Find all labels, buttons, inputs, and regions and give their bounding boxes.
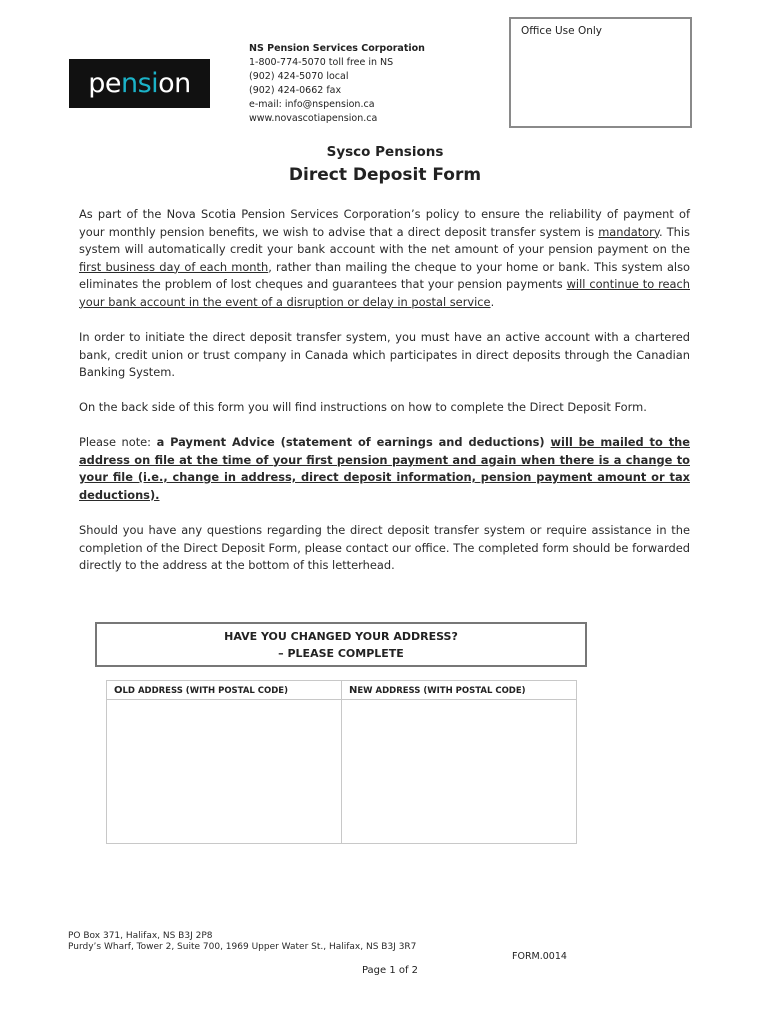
- office-use-box: [509, 17, 692, 128]
- phone-fax: (902) 424-0662 fax: [249, 85, 342, 96]
- footer-street: Purdy’s Wharf, Tower 2, Suite 700, 1969 Upper Water St., Halifax, NS B3J 3R7: [68, 942, 417, 952]
- organization-name: NS Pension Services Corporation: [249, 43, 425, 54]
- paragraph-please-note: [79, 434, 690, 504]
- footer-po-box: PO Box 371, Halifax, NS B3J 2P8: [68, 931, 213, 941]
- address-change-subheading: – PLEASE COMPLETE: [278, 647, 404, 660]
- header-rest: EW ADDRESS (WITH POSTAL CODE): [357, 685, 526, 696]
- header-initial: O: [114, 684, 123, 696]
- text-span: As part of the Nova Scotia Pension Services Corporation’s policy to ensure the reliability of payment of your monthly pension benefits, we wish to advise that a direct deposit transfer system is: [79, 207, 690, 239]
- new-address-field[interactable]: [342, 700, 577, 844]
- paragraph-initiate: In order to initiate the direct deposit transfer system, you must have an active account with a chartered bank, credit union or trust company in Canada which participates in direct deposits through the Canadian Banking System.: [79, 330, 690, 379]
- logo-text-end: on: [158, 68, 191, 99]
- phone-local: (902) 424-5070 local: [249, 71, 349, 82]
- paragraph-back-side: On the back side of this form you will find instructions on how to complete the Direct Deposit Form.: [79, 400, 647, 414]
- address-table: [106, 680, 577, 844]
- text-payment-advice: a Payment Advice (statement of earnings and deductions): [156, 435, 551, 449]
- new-address-header: [342, 681, 577, 700]
- organization-contact: [249, 42, 425, 126]
- office-use-label: Office Use Only: [521, 25, 602, 37]
- logo-text-accent: nsi: [120, 68, 159, 99]
- text-mailed-notice: will be mailed to the address on file at the time of your first pension payment and again when there is a change to your file (i.e., change in address, direct deposit information, pension payment amount or tax deductions).: [79, 435, 690, 502]
- logo-text-start: pe: [88, 68, 121, 99]
- form-title: Direct Deposit Form: [288, 165, 482, 185]
- address-change-banner: [95, 622, 587, 667]
- contact-website: www.novascotiapension.ca: [249, 113, 378, 124]
- header-initial: N: [349, 684, 358, 696]
- footer-address: [68, 931, 416, 953]
- contact-email: e-mail: info@nspension.ca: [249, 99, 375, 110]
- text-span: .: [490, 294, 495, 309]
- form-subtitle: Sysco Pensions: [326, 144, 444, 160]
- address-change-heading: HAVE YOU CHANGED YOUR ADDRESS?: [224, 630, 458, 643]
- paragraph-questions: Should you have any questions regarding the direct deposit transfer system or require assistance in the completion of the Direct Deposit Form, please contact our office. The completed form should be forwarded directly to the address at the bottom of this letterhead.: [79, 523, 690, 572]
- text-span: , rather than mailing the cheque to your home or bank. This system also eliminates the problem of lost cheques and guarantees that your pension payments: [79, 259, 690, 291]
- header-rest: LD ADDRESS (WITH POSTAL CODE): [122, 685, 288, 696]
- text-continue-reach: will continue to reach your bank account in the event of a disruption or delay in postal service: [79, 277, 690, 309]
- paragraph-policy: [79, 206, 690, 311]
- old-address-header: [107, 681, 342, 700]
- phone-tollfree: 1-800-774-5070 toll free in NS: [249, 57, 394, 68]
- text-span: . This system will automatically credit your bank account with the net amount of your pension payment on the: [79, 224, 690, 256]
- old-address-field[interactable]: [107, 700, 342, 844]
- text-mandatory: mandatory: [598, 224, 659, 239]
- text-span: Please note:: [79, 435, 157, 449]
- pension-logo: [69, 59, 210, 108]
- form-number: FORM.0014: [512, 951, 567, 962]
- text-first-business-day: first business day of each month: [79, 259, 269, 274]
- page-number: Page 1 of 2: [361, 965, 419, 976]
